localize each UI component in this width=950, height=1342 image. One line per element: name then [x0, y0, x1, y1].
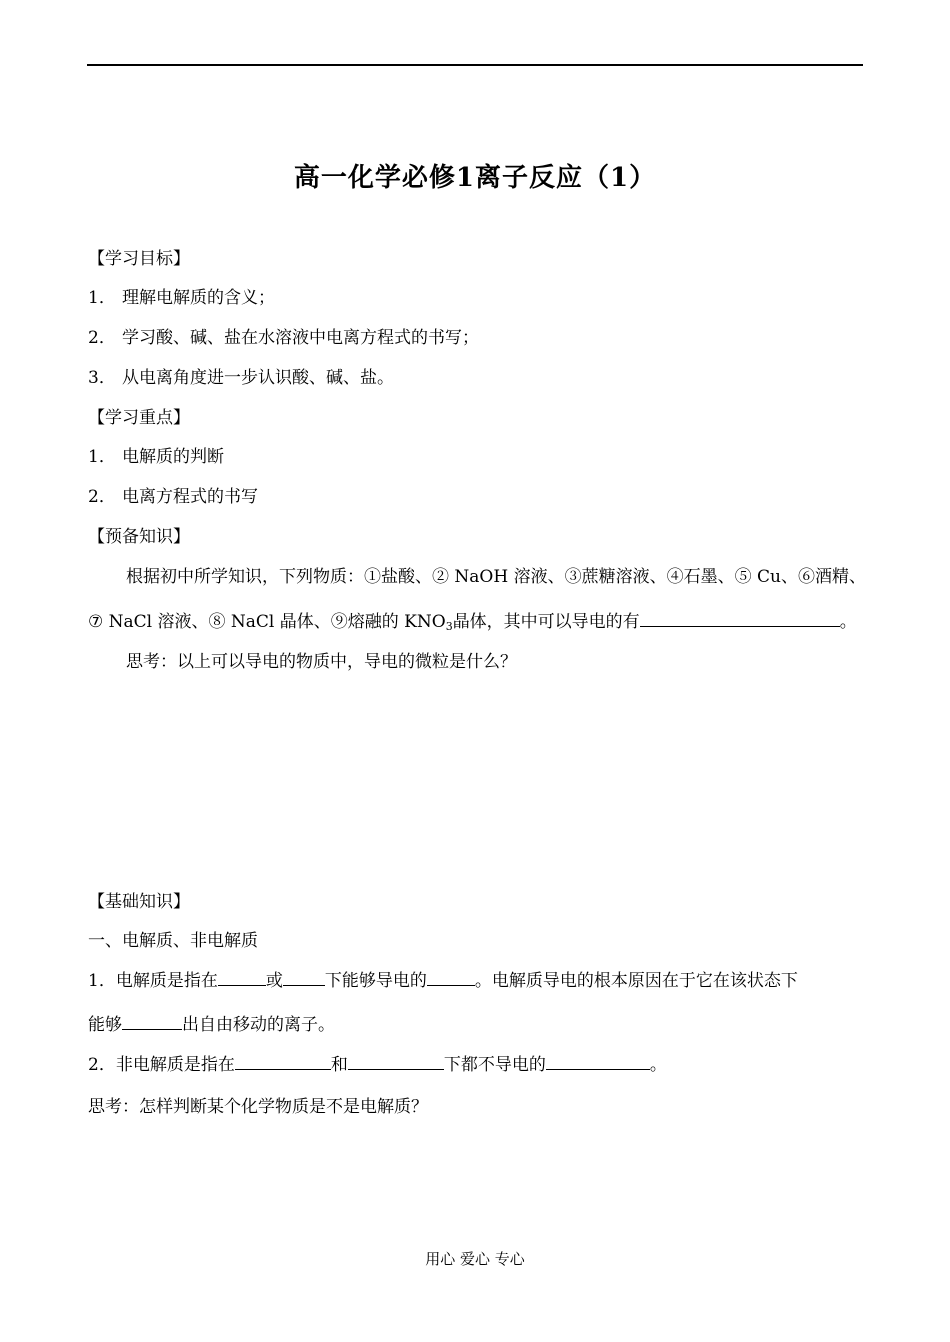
item-number: 2． [88, 487, 116, 507]
question-text: 下都不导电的 [443, 1055, 546, 1075]
prep-paragraph-line2 [88, 610, 857, 638]
question-text: 出自由移动的离子。 [182, 1015, 335, 1035]
item-text: 理解电解质的含义； [122, 288, 275, 308]
basics-heading: 【基础知识】 [88, 892, 190, 912]
answer-blank[interactable] [283, 969, 325, 986]
item-number: 3． [88, 368, 116, 388]
key-point-item [88, 446, 224, 468]
item-text: 电离方程式的书写 [122, 487, 258, 507]
answer-blank[interactable] [640, 610, 840, 627]
prep-heading: 【预备知识】 [88, 527, 190, 547]
item-number: 1． [88, 288, 116, 308]
question-text: 和 [330, 1055, 348, 1075]
item-text: 学习酸、碱、盐在水溶液中电离方程式的书写； [122, 328, 479, 348]
prep-text: 。 [839, 612, 857, 632]
answer-blank[interactable] [218, 969, 266, 986]
question-2 [88, 1053, 667, 1076]
prep-text: ⑦ NaCl 溶液、⑧ NaCl 晶体、⑨熔融的 KNO [88, 612, 446, 632]
question-1-line2 [88, 1013, 335, 1036]
question-text: 2．非电解质是指在 [88, 1055, 235, 1075]
basics-think: 思考：怎样判断某个化学物质是不是电解质？ [88, 1097, 428, 1117]
question-text: 或 [265, 971, 283, 991]
item-number: 2． [88, 328, 116, 348]
item-text: 从电离角度进一步认识酸、碱、盐。 [122, 368, 394, 388]
page-title: 高一化学必修1离子反应（1） [293, 163, 657, 193]
question-text: 1．电解质是指在 [88, 971, 218, 991]
question-text: 。电解质导电的根本原因在于它在该状态下 [474, 971, 798, 991]
prep-text: 晶体，其中可以导电的有 [452, 612, 640, 632]
item-number: 1． [88, 447, 116, 467]
objective-item [88, 327, 479, 349]
item-text: 电解质的判断 [122, 447, 224, 467]
header-rule [87, 64, 863, 66]
objective-item [88, 367, 394, 389]
key-points-heading: 【学习重点】 [88, 408, 190, 428]
answer-blank[interactable] [427, 969, 475, 986]
objectives-heading: 【学习目标】 [88, 249, 190, 269]
answer-blank[interactable] [546, 1053, 650, 1070]
prep-think: 思考：以上可以导电的物质中，导电的微粒是什么？ [126, 652, 517, 672]
page-footer: 用心 爱心 专心 [425, 1250, 525, 1268]
answer-blank[interactable] [122, 1013, 182, 1030]
question-text: 下能够导电的 [324, 971, 427, 991]
question-text: 。 [649, 1055, 667, 1075]
answer-blank[interactable] [348, 1053, 444, 1070]
answer-blank[interactable] [235, 1053, 331, 1070]
question-text: 能够 [88, 1015, 122, 1035]
objective-item [88, 287, 275, 309]
prep-paragraph-line1: 根据初中所学知识，下列物质：①盐酸、② NaOH 溶液、③蔗糖溶液、④石墨、⑤ Cu、⑥酒精、 [126, 567, 866, 587]
question-1-line1 [88, 969, 798, 992]
key-point-item [88, 486, 258, 508]
section-heading: 一、电解质、非电解质 [88, 931, 258, 951]
subscript: 3 [445, 620, 453, 633]
